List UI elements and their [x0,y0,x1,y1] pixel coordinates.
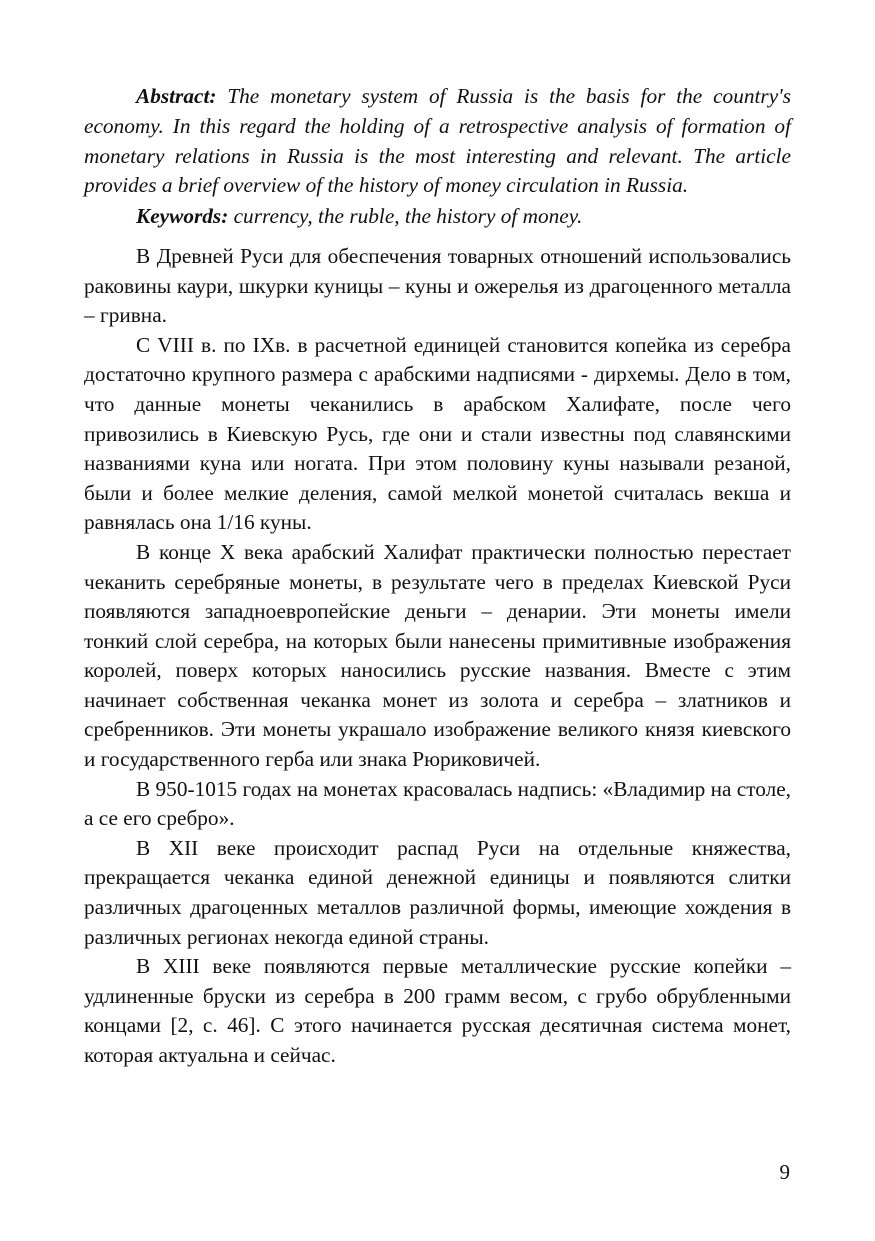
abstract-label: Abstract: [136,84,217,108]
body-paragraph-4: В 950-1015 годах на монетах красовалась надпись: «Владимир на столе, а се его сребро». [84,776,791,831]
keywords-text: currency, the ruble, the history of money. [233,204,583,229]
abstract-paragraph [84,82,791,201]
abstract-text: The monetary system of Russia is the basis for the country's economy. In this regard the holding of a retrospective analysis of formation of monetary relations in Russia is the most interesting and relevant. The article provides a brief overview of the history of money circulation in Russia. [84,84,792,198]
body-paragraph-5: В XII веке происходит распад Руси на отдельные княжества, прекращается чеканка единой денежной единицы и появляются слитки различных драгоценных металлов различной формы, имеющие хождения в различных регионах некогда единой страны. [84,835,791,949]
body-paragraph-2: С VIII в. по IXв. в расчетной единицей становится копейка из серебра достаточно крупного размера с арабскими надписями - дирхемы. Дело в том, что данные монеты чеканились в арабском Халифате, после чего привозились в Киевскую Русь, где они и стали известны под славянскими названиями куна или ногата. При этом половину куны называли резаной, были и более мелкие деления, самой мелкой монетой считалась векша и равнялась она 1/16 куны. [84,332,791,535]
keywords-paragraph [84,202,791,232]
body-paragraph-3: В конце X века арабский Халифат практически полностью перестает чеканить серебряные монеты, в результате чего в пределах Киевской Руси появляются западноевропейские деньги – денарии. Эти монеты имели тонкий слой серебра, на которых были нанесены примитивные изображения королей, поверх которых наносились русские названия. Вместе с этим начинает собственная чеканка монет из золота и серебра – златников и сребренников. Эти монеты украшало изображение великого князя киевского и государственного герба или знака Рюриковичей. [84,539,791,772]
keywords-label: Keywords: [136,204,229,229]
page-number: 9 [779,1160,790,1184]
body-paragraph-6: В XIII веке появляются первые металлические русские копейки – удлиненные бруски из серебра в 200 грамм весом, с грубо обрубленными концами [2, с. 46]. С этого начинается русская десятичная система монет, которая актуальна и сейчас. [84,954,791,1068]
page-content [84,82,791,1071]
article-body [84,242,791,1071]
body-paragraph-1: В Древней Руси для обеспечения товарных отношений использовались раковины каури, шкурки куницы – куны и ожерелья из драгоценного металла – гривна. [84,243,791,328]
